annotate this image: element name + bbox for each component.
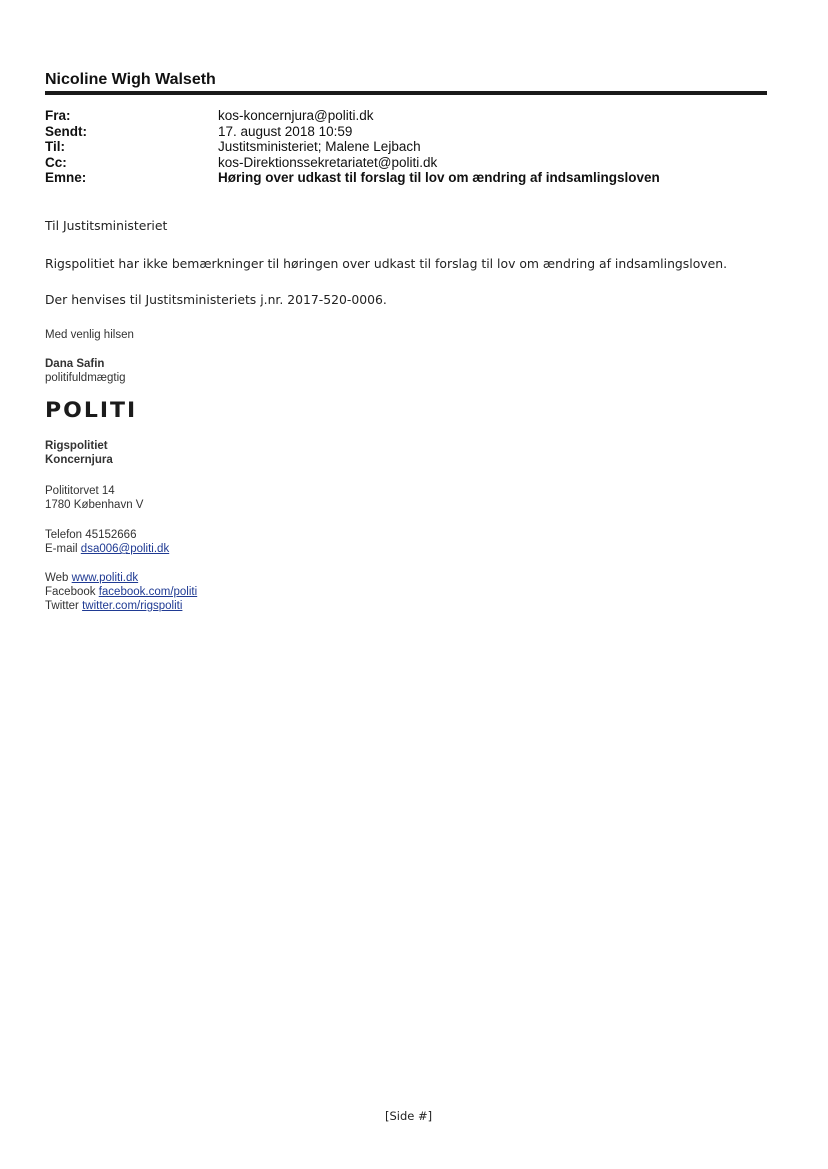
cc-value: kos-Direktionssekretariatet@politi.dk — [218, 154, 438, 170]
twitter-link[interactable]: twitter.com/rigspoliti — [82, 600, 183, 612]
from-value: kos-koncernjura@politi.dk — [218, 108, 374, 123]
closing: Med venlig hilsen — [45, 329, 134, 341]
address-block — [45, 484, 143, 512]
web-label: Web — [45, 572, 69, 584]
cc-label: Cc: — [45, 154, 67, 170]
signer-name: Dana Safin — [45, 358, 105, 370]
web-link[interactable]: www.politi.dk — [71, 572, 139, 584]
page-footer: [Side #] — [385, 1109, 433, 1123]
web-line — [45, 571, 197, 585]
signer-block — [45, 357, 126, 385]
org-unit: Koncernjura — [45, 454, 113, 466]
sent-value: 17. august 2018 10:59 — [218, 123, 353, 139]
address-city: 1780 København V — [45, 499, 144, 511]
owner-name: Nicoline Wigh Walseth — [45, 71, 216, 88]
email-line — [45, 542, 169, 556]
signer-title: politifuldmægtig — [45, 372, 126, 384]
header-divider — [45, 91, 767, 95]
email-header — [45, 108, 660, 186]
to-label: Til: — [45, 139, 65, 154]
contact-block — [45, 528, 169, 556]
organization-block — [45, 439, 113, 467]
header-row-sent — [45, 124, 660, 140]
phone-number: 45152666 — [85, 529, 137, 541]
header-row-to — [45, 139, 660, 155]
header-row-subject — [45, 170, 660, 186]
phone-line — [45, 528, 169, 542]
email-link[interactable]: dsa006@politi.dk — [80, 543, 170, 555]
facebook-line — [45, 585, 197, 599]
address-street: Polititorvet 14 — [45, 485, 115, 497]
to-value: Justitsministeriet; Malene Lejbach — [218, 139, 421, 154]
web-block — [45, 571, 197, 613]
header-row-cc — [45, 155, 660, 171]
facebook-link[interactable]: facebook.com/politi — [98, 586, 198, 598]
politi-logo: POLITI — [45, 399, 138, 423]
subject-value: Høring over udkast til forslag til lov om ændring af indsamlingsloven — [218, 170, 660, 185]
phone-label: Telefon — [45, 529, 83, 541]
greeting: Til Justitsministeriet — [45, 218, 168, 233]
header-row-from — [45, 108, 660, 124]
twitter-label: Twitter — [45, 600, 79, 612]
subject-label: Emne: — [45, 170, 87, 185]
email-label: E-mail — [45, 543, 78, 555]
org-name: Rigspolitiet — [45, 440, 108, 452]
from-label: Fra: — [45, 108, 71, 123]
facebook-label: Facebook — [45, 586, 96, 598]
body-paragraph-2: Der henvises til Justitsministeriets j.nr. 2017-520-0006. — [45, 292, 387, 307]
sent-label: Sendt: — [45, 123, 87, 139]
twitter-line — [45, 599, 197, 613]
body-paragraph-1: Rigspolitiet har ikke bemærkninger til høringen over udkast til forslag til lov om ændring af indsamlingsloven. — [45, 256, 728, 271]
